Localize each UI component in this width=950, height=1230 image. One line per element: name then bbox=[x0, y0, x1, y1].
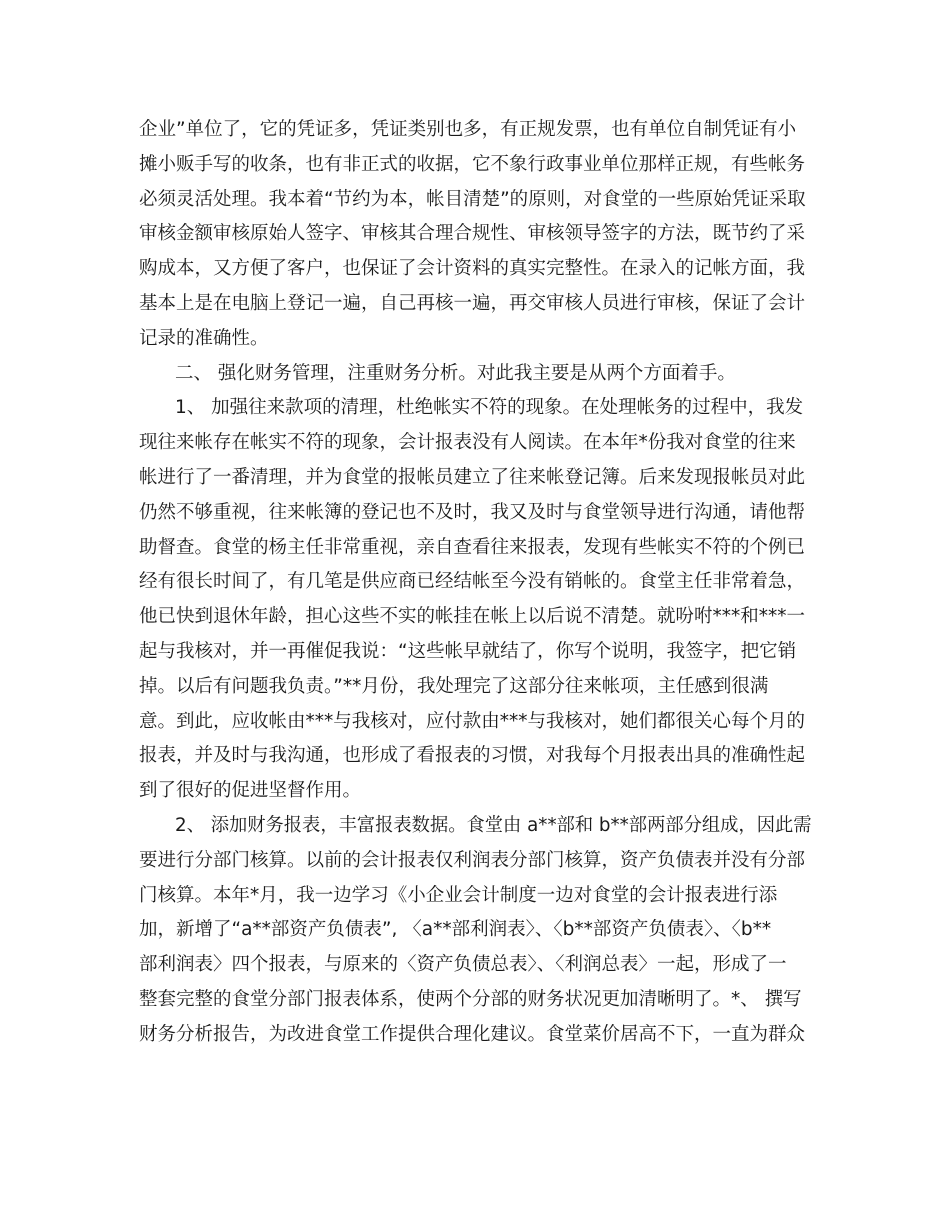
text-line: 财务分析报告，为改进食堂工作提供合理化建议。食堂菜价居高不下，一直为群众 bbox=[139, 1024, 806, 1045]
text-line: 基本上是在电脑上登记一遍，自己再核一遍，再交审核人员进行审核，保证了会计 bbox=[139, 293, 806, 314]
text-line: 到了很好的促进坚督作用。 bbox=[139, 780, 362, 801]
text-line: 记录的准确性。 bbox=[139, 328, 269, 349]
text-line: 部利润表〉四个报表，与原来的〈资产负债总表〉、〈利润总表〉一起，形成了一 bbox=[139, 954, 787, 975]
text-line: 仍然不够重视，往来帐簿的登记也不及时，我又及时与食堂领导进行沟通，请他帮 bbox=[139, 502, 806, 523]
text-line: 摊小贩手写的收条，也有非正式的收据，它不象行政事业单位那样正规，有些帐务 bbox=[139, 154, 806, 175]
text-line: 加，新增了“a**部资产负债表”, 〈a**部利润表〉、〈b**部资产负债表〉、〈b** bbox=[139, 919, 772, 940]
text-line: 必须灵活处理。我本着“节约为本，帐目清楚”的原则，对食堂的一些原始凭证采取 bbox=[139, 189, 806, 210]
text-line: 审核金额审核原始人签字、审核其合理合规性、审核领导签字的方法，既节约了采 bbox=[139, 223, 806, 244]
text-line: 起与我核对，并一再催促我说：“这些帐早就结了，你写个说明，我签字，把它销 bbox=[139, 641, 797, 662]
text-line: 企业”单位了，它的凭证多，凭证类别也多，有正规发票，也有单位自制凭证有小 bbox=[139, 119, 797, 140]
text-line: 2、 添加财务报表，丰富报表数据。食堂由 a**部和 b**部两部分组成，因此需 bbox=[175, 815, 812, 836]
text-line: 整套完整的食堂分部门报表体系，使两个分部的财务状况更加清晰明了。*、 撰写 bbox=[139, 989, 802, 1010]
text-line: 经有很长时间了，有几笔是供应商已经结帐至今没有销帐的。食堂主任非常着急， bbox=[139, 571, 806, 592]
text-line: 他已快到退休年龄，担心这些不实的帐挂在帐上以后说不清楚。就吩咐***和***一 bbox=[139, 606, 806, 627]
text-line: 门核算。本年*月，我一边学习《小企业会计制度一边对食堂的会计报表进行添 bbox=[139, 885, 778, 906]
text-line: 助督查。食堂的杨主任非常重视，亲自查看往来报表，发现有些帐实不符的个例已 bbox=[139, 537, 806, 558]
text-line: 报表，并及时与我沟通，也形成了看报表的习惯，对我每个月报表出具的准确性起 bbox=[139, 745, 806, 766]
text-line: 意。到此，应收帐由***与我核对，应付款由***与我核对，她们都很关心每个月的 bbox=[139, 711, 806, 732]
text-line: 现往来帐存在帐实不符的现象，会计报表没有人阅读。在本年*份我对食堂的往来 bbox=[139, 432, 796, 453]
text-line: 1、 加强往来款项的清理，杜绝帐实不符的现象。在处理帐务的过程中，我发 bbox=[175, 397, 804, 418]
text-line: 掉。以后有问题我负责。”**月份，我处理完了这部分往来帐项，主任感到很满 bbox=[139, 676, 769, 697]
text-line: 要进行分部门核算。以前的会计报表仅利润表分部门核算，资产负债表并没有分部 bbox=[139, 850, 806, 871]
text-line: 帐进行了一番清理，并为食堂的报帐员建立了往来帐登记簿。后来发现报帐员对此 bbox=[139, 467, 806, 488]
section-heading: 二、 强化财务管理，注重财务分析。对此我主要是从两个方面着手。 bbox=[175, 363, 736, 384]
text-line: 购成本，又方便了客户，也保证了会计资料的真实完整性。在录入的记帐方面，我 bbox=[139, 258, 806, 279]
